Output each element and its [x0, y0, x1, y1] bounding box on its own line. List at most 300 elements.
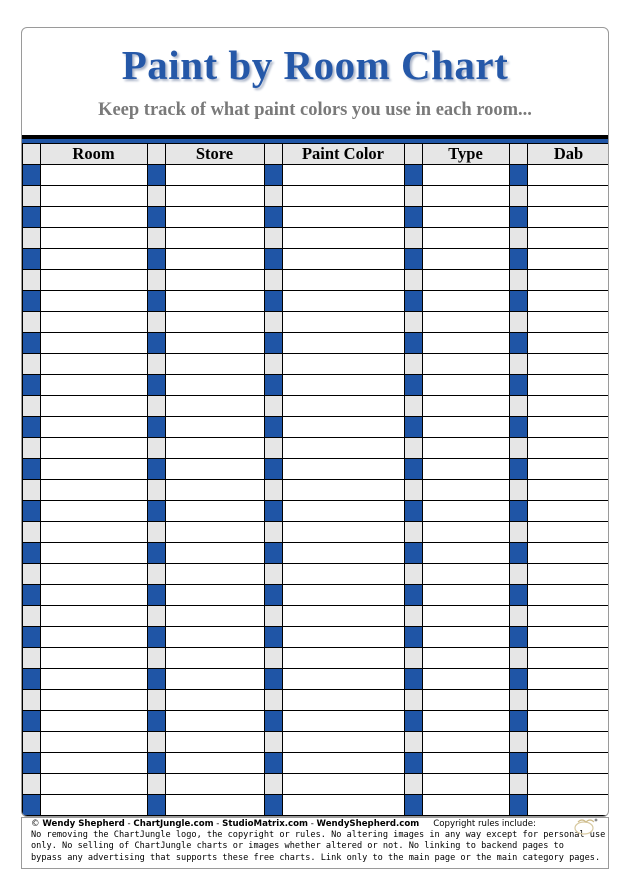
column-header-dab: Dab [527, 143, 609, 164]
blank-entry-cell[interactable] [528, 228, 609, 248]
column-divider [147, 143, 148, 815]
row-marker-cell [509, 185, 527, 206]
blank-entry-cell[interactable] [166, 774, 264, 794]
blank-entry-cell[interactable] [283, 501, 404, 521]
row-marker-cell [147, 437, 165, 458]
blank-entry-cell[interactable] [166, 543, 264, 563]
row-marker-cell [22, 479, 40, 500]
blank-entry-cell[interactable] [283, 291, 404, 311]
row-marker-cell [264, 437, 282, 458]
row-marker-cell [509, 374, 527, 395]
row-marker-cell [404, 794, 422, 815]
row-marker-cell [147, 668, 165, 689]
row-marker-cell [147, 269, 165, 290]
blank-entry-cell[interactable] [283, 165, 404, 185]
blank-entry-cell[interactable] [423, 333, 509, 353]
row-marker-cell [404, 626, 422, 647]
row-marker-cell [22, 668, 40, 689]
blank-entry-cell[interactable] [423, 501, 509, 521]
blank-entry-cell[interactable] [41, 333, 147, 353]
row-marker-cell [22, 731, 40, 752]
row-marker-cell [509, 731, 527, 752]
row-marker-cell [509, 437, 527, 458]
row-marker-cell [147, 479, 165, 500]
blank-entry-cell[interactable] [283, 333, 404, 353]
blank-entry-cell[interactable] [166, 165, 264, 185]
header-marker-cell [147, 143, 165, 164]
row-marker-cell [509, 647, 527, 668]
blank-entry-cell[interactable] [528, 186, 609, 206]
row-marker-cell [147, 374, 165, 395]
row-marker-cell [22, 416, 40, 437]
blank-entry-cell[interactable] [423, 207, 509, 227]
blank-entry-cell[interactable] [41, 711, 147, 731]
chartjungle-logo-icon [572, 817, 600, 836]
blank-entry-cell[interactable] [41, 648, 147, 668]
row-marker-cell [147, 794, 165, 815]
blank-entry-cell[interactable] [283, 753, 404, 773]
blank-entry-cell[interactable] [41, 312, 147, 332]
row-marker-cell [509, 752, 527, 773]
row-marker-cell [264, 185, 282, 206]
blank-entry-cell[interactable] [166, 249, 264, 269]
row-marker-cell [147, 311, 165, 332]
row-marker-cell [22, 794, 40, 815]
blank-entry-cell[interactable] [423, 480, 509, 500]
blank-entry-cell[interactable] [41, 417, 147, 437]
blank-entry-cell[interactable] [283, 585, 404, 605]
row-marker-cell [404, 584, 422, 605]
blank-entry-cell[interactable] [423, 417, 509, 437]
blank-entry-cell[interactable] [41, 606, 147, 626]
link-chartjungle[interactable]: ChartJungle.com [133, 819, 214, 829]
blank-entry-cell[interactable] [166, 648, 264, 668]
page-subtitle: Keep track of what paint colors you use in each room... [98, 100, 532, 120]
row-marker-cell [264, 227, 282, 248]
blank-entry-cell[interactable] [166, 438, 264, 458]
blank-entry-cell[interactable] [528, 648, 609, 668]
row-marker-cell [509, 248, 527, 269]
blank-entry-cell[interactable] [41, 438, 147, 458]
row-marker-cell [264, 794, 282, 815]
row-marker-cell [264, 164, 282, 185]
blank-entry-cell[interactable] [41, 669, 147, 689]
blank-entry-cell[interactable] [283, 480, 404, 500]
row-marker-cell [264, 689, 282, 710]
blank-entry-cell[interactable] [423, 291, 509, 311]
row-marker-cell [264, 479, 282, 500]
row-marker-cell [147, 395, 165, 416]
blank-entry-cell[interactable] [41, 396, 147, 416]
blank-entry-cell[interactable] [528, 774, 609, 794]
blank-entry-cell[interactable] [41, 732, 147, 752]
blank-entry-cell[interactable] [528, 564, 609, 584]
row-marker-cell [22, 626, 40, 647]
row-marker-cell [22, 689, 40, 710]
blank-entry-cell[interactable] [528, 417, 609, 437]
blank-entry-cell[interactable] [166, 375, 264, 395]
row-marker-cell [264, 206, 282, 227]
row-marker-cell [404, 374, 422, 395]
blank-entry-cell[interactable] [423, 543, 509, 563]
blank-entry-cell[interactable] [423, 564, 509, 584]
row-marker-cell [147, 731, 165, 752]
blank-entry-cell[interactable] [41, 501, 147, 521]
blank-entry-cell[interactable] [166, 270, 264, 290]
row-marker-cell [509, 626, 527, 647]
row-marker-cell [404, 395, 422, 416]
row-marker-cell [404, 668, 422, 689]
row-marker-cell [264, 668, 282, 689]
row-marker-cell [404, 500, 422, 521]
row-marker-cell [22, 227, 40, 248]
row-marker-cell [147, 563, 165, 584]
row-marker-cell [404, 479, 422, 500]
blank-entry-cell[interactable] [41, 228, 147, 248]
row-marker-cell [264, 542, 282, 563]
blank-entry-cell[interactable] [423, 795, 509, 815]
blank-entry-cell[interactable] [528, 249, 609, 269]
blank-entry-cell[interactable] [283, 207, 404, 227]
row-marker-cell [509, 563, 527, 584]
blank-entry-cell[interactable] [528, 438, 609, 458]
blank-entry-cell[interactable] [166, 585, 264, 605]
row-marker-cell [264, 353, 282, 374]
row-marker-cell [404, 290, 422, 311]
column-header-type: Type [422, 143, 509, 164]
blank-entry-cell[interactable] [166, 480, 264, 500]
blank-entry-cell[interactable] [423, 711, 509, 731]
blank-entry-cell[interactable] [283, 522, 404, 542]
blank-entry-cell[interactable] [283, 396, 404, 416]
row-marker-cell [22, 752, 40, 773]
column-divider [22, 143, 23, 815]
blank-entry-cell[interactable] [528, 375, 609, 395]
blank-entry-cell[interactable] [41, 480, 147, 500]
paint-log-table [22, 143, 609, 815]
blank-entry-cell[interactable] [283, 795, 404, 815]
row-marker-cell [509, 269, 527, 290]
row-marker-cell [404, 206, 422, 227]
row-marker-cell [22, 437, 40, 458]
blank-entry-cell[interactable] [283, 186, 404, 206]
blank-entry-cell[interactable] [528, 522, 609, 542]
blank-entry-cell[interactable] [41, 270, 147, 290]
blank-entry-cell[interactable] [41, 459, 147, 479]
row-marker-cell [404, 311, 422, 332]
blank-entry-cell[interactable] [283, 774, 404, 794]
row-marker-cell [404, 269, 422, 290]
blank-entry-cell[interactable] [423, 375, 509, 395]
blank-entry-cell[interactable] [423, 606, 509, 626]
blank-entry-cell[interactable] [423, 774, 509, 794]
row-marker-cell [147, 353, 165, 374]
row-marker-cell [22, 563, 40, 584]
blank-entry-cell[interactable] [283, 627, 404, 647]
blank-entry-cell[interactable] [166, 333, 264, 353]
blank-entry-cell[interactable] [528, 690, 609, 710]
row-marker-cell [509, 794, 527, 815]
row-marker-cell [264, 773, 282, 794]
chart-sheet [21, 27, 609, 817]
blank-entry-cell[interactable] [283, 459, 404, 479]
row-marker-cell [147, 332, 165, 353]
row-marker-cell [509, 227, 527, 248]
blank-entry-cell[interactable] [41, 795, 147, 815]
blank-entry-cell[interactable] [283, 564, 404, 584]
blank-entry-cell[interactable] [423, 186, 509, 206]
blank-entry-cell[interactable] [528, 606, 609, 626]
row-marker-cell [264, 563, 282, 584]
row-marker-cell [22, 584, 40, 605]
header-marker-cell [22, 143, 40, 164]
blank-entry-cell[interactable] [528, 207, 609, 227]
row-marker-cell [509, 353, 527, 374]
row-divider [22, 143, 609, 144]
blank-entry-cell[interactable] [166, 690, 264, 710]
row-marker-cell [404, 248, 422, 269]
rules-line-1: No removing the ChartJungle logo, the copyright or rules. No altering images in any way except for personal use [31, 830, 606, 841]
blank-entry-cell[interactable] [166, 417, 264, 437]
blank-entry-cell[interactable] [283, 648, 404, 668]
row-marker-cell [264, 416, 282, 437]
row-marker-cell [509, 311, 527, 332]
blank-entry-cell[interactable] [528, 543, 609, 563]
row-marker-cell [147, 521, 165, 542]
row-marker-cell [264, 647, 282, 668]
row-marker-cell [147, 752, 165, 773]
blank-entry-cell[interactable] [166, 459, 264, 479]
row-marker-cell [404, 416, 422, 437]
blank-entry-cell[interactable] [423, 627, 509, 647]
row-marker-cell [404, 164, 422, 185]
blank-entry-cell[interactable] [41, 774, 147, 794]
blank-entry-cell[interactable] [528, 333, 609, 353]
blank-entry-cell[interactable] [283, 249, 404, 269]
column-divider [264, 143, 265, 815]
row-marker-cell [509, 479, 527, 500]
blank-entry-cell[interactable] [528, 165, 609, 185]
row-marker-cell [22, 311, 40, 332]
rules-line-2: only. No selling of ChartJungle charts or images whether altered or not. No linking to backend pages to [31, 841, 564, 852]
blank-entry-cell[interactable] [528, 354, 609, 374]
row-marker-cell [509, 773, 527, 794]
row-marker-cell [22, 647, 40, 668]
row-marker-cell [22, 374, 40, 395]
row-marker-cell [509, 416, 527, 437]
row-marker-cell [404, 563, 422, 584]
row-marker-cell [264, 752, 282, 773]
blank-entry-cell[interactable] [423, 396, 509, 416]
blank-entry-cell[interactable] [166, 207, 264, 227]
blank-entry-cell[interactable] [528, 270, 609, 290]
header-marker-cell [509, 143, 527, 164]
rules-heading: Copyright rules include: [433, 819, 536, 829]
blank-entry-cell[interactable] [41, 354, 147, 374]
blank-entry-cell[interactable] [528, 627, 609, 647]
row-marker-cell [509, 584, 527, 605]
row-marker-cell [509, 458, 527, 479]
blank-entry-cell[interactable] [166, 312, 264, 332]
blank-entry-cell[interactable] [283, 690, 404, 710]
blank-entry-cell[interactable] [528, 753, 609, 773]
blank-entry-cell[interactable] [423, 648, 509, 668]
row-marker-cell [404, 521, 422, 542]
link-studiomatrix[interactable]: StudioMatrix.com [222, 819, 308, 829]
blank-entry-cell[interactable] [166, 669, 264, 689]
blank-entry-cell[interactable] [166, 711, 264, 731]
blank-entry-cell[interactable] [528, 732, 609, 752]
row-marker-cell [264, 290, 282, 311]
blank-entry-cell[interactable] [283, 354, 404, 374]
blank-entry-cell[interactable] [528, 669, 609, 689]
row-marker-cell [509, 710, 527, 731]
row-marker-cell [264, 374, 282, 395]
row-marker-cell [22, 269, 40, 290]
blank-entry-cell[interactable] [166, 501, 264, 521]
blank-entry-cell[interactable] [41, 186, 147, 206]
row-marker-cell [404, 437, 422, 458]
blank-entry-cell[interactable] [166, 564, 264, 584]
blank-entry-cell[interactable] [423, 270, 509, 290]
header-marker-cell [404, 143, 422, 164]
row-marker-cell [264, 710, 282, 731]
row-marker-cell [404, 542, 422, 563]
column-divider [509, 143, 510, 815]
row-marker-cell [264, 248, 282, 269]
blank-entry-cell[interactable] [423, 522, 509, 542]
blank-entry-cell[interactable] [283, 438, 404, 458]
blank-entry-cell[interactable] [166, 522, 264, 542]
blank-entry-cell[interactable] [528, 480, 609, 500]
row-marker-cell [509, 206, 527, 227]
blank-entry-cell[interactable] [41, 522, 147, 542]
blank-entry-cell[interactable] [423, 165, 509, 185]
blank-entry-cell[interactable] [283, 606, 404, 626]
blank-entry-cell[interactable] [423, 249, 509, 269]
blank-entry-cell[interactable] [423, 732, 509, 752]
header-marker-cell [264, 143, 282, 164]
row-marker-cell [264, 521, 282, 542]
row-marker-cell [22, 500, 40, 521]
row-marker-cell [264, 458, 282, 479]
blank-entry-cell[interactable] [423, 753, 509, 773]
blank-entry-cell[interactable] [423, 228, 509, 248]
blank-entry-cell[interactable] [423, 312, 509, 332]
blank-entry-cell[interactable] [528, 795, 609, 815]
column-divider [404, 143, 405, 815]
row-marker-cell [509, 689, 527, 710]
blank-entry-cell[interactable] [528, 501, 609, 521]
blank-entry-cell[interactable] [41, 165, 147, 185]
link-wendyshepherd[interactable]: WendyShepherd.com [316, 819, 420, 829]
row-marker-cell [509, 668, 527, 689]
blank-entry-cell[interactable] [166, 396, 264, 416]
blank-entry-cell[interactable] [528, 396, 609, 416]
blank-entry-cell[interactable] [423, 585, 509, 605]
row-marker-cell [264, 395, 282, 416]
row-marker-cell [404, 710, 422, 731]
blank-entry-cell[interactable] [41, 291, 147, 311]
row-marker-cell [509, 542, 527, 563]
blank-entry-cell[interactable] [166, 627, 264, 647]
column-header-room: Room [40, 143, 147, 164]
blank-entry-cell[interactable] [528, 459, 609, 479]
row-marker-cell [404, 332, 422, 353]
blank-entry-cell[interactable] [283, 312, 404, 332]
blank-entry-cell[interactable] [423, 438, 509, 458]
blank-entry-cell[interactable] [41, 564, 147, 584]
page-title: Paint by Room Chart [121, 42, 509, 88]
separator: - [124, 819, 134, 829]
blank-entry-cell[interactable] [166, 354, 264, 374]
blank-entry-cell[interactable] [41, 585, 147, 605]
row-marker-cell [22, 395, 40, 416]
blank-entry-cell[interactable] [283, 228, 404, 248]
blank-entry-cell[interactable] [283, 669, 404, 689]
blank-entry-cell[interactable] [41, 207, 147, 227]
row-marker-cell [264, 626, 282, 647]
blank-entry-cell[interactable] [283, 711, 404, 731]
blank-entry-cell[interactable] [423, 690, 509, 710]
blank-entry-cell[interactable] [41, 690, 147, 710]
row-marker-cell [147, 416, 165, 437]
blank-entry-cell[interactable] [423, 669, 509, 689]
row-marker-cell [404, 605, 422, 626]
row-marker-cell [264, 500, 282, 521]
blank-entry-cell[interactable] [528, 711, 609, 731]
blank-entry-cell[interactable] [283, 270, 404, 290]
blank-entry-cell[interactable] [423, 459, 509, 479]
blank-entry-cell[interactable] [166, 186, 264, 206]
column-header-paint-color: Paint Color [282, 143, 404, 164]
blank-entry-cell[interactable] [41, 753, 147, 773]
blank-entry-cell[interactable] [528, 585, 609, 605]
blank-entry-cell[interactable] [166, 606, 264, 626]
row-marker-cell [22, 521, 40, 542]
row-marker-cell [147, 689, 165, 710]
row-marker-cell [404, 353, 422, 374]
row-marker-cell [147, 647, 165, 668]
blank-entry-cell[interactable] [283, 417, 404, 437]
blank-entry-cell[interactable] [41, 375, 147, 395]
blank-entry-cell[interactable] [283, 732, 404, 752]
row-marker-cell [264, 584, 282, 605]
blank-entry-cell[interactable] [528, 312, 609, 332]
blank-entry-cell[interactable] [423, 354, 509, 374]
row-marker-cell [264, 605, 282, 626]
row-marker-cell [147, 710, 165, 731]
blank-entry-cell[interactable] [166, 228, 264, 248]
blank-entry-cell[interactable] [41, 249, 147, 269]
row-marker-cell [22, 248, 40, 269]
blank-entry-cell[interactable] [166, 291, 264, 311]
blank-entry-cell[interactable] [41, 543, 147, 563]
row-marker-cell [22, 605, 40, 626]
blank-entry-cell[interactable] [283, 543, 404, 563]
row-marker-cell [264, 269, 282, 290]
blank-entry-cell[interactable] [166, 795, 264, 815]
blank-entry-cell[interactable] [41, 627, 147, 647]
rules-line-3: bypass any advertising that supports these free charts. Link only to the main page or the main category pages. [31, 852, 601, 863]
row-marker-cell [509, 395, 527, 416]
blank-entry-cell[interactable] [528, 291, 609, 311]
row-marker-cell [264, 332, 282, 353]
row-marker-cell [147, 164, 165, 185]
blank-entry-cell[interactable] [166, 732, 264, 752]
blank-entry-cell[interactable] [166, 753, 264, 773]
blank-entry-cell[interactable] [283, 375, 404, 395]
